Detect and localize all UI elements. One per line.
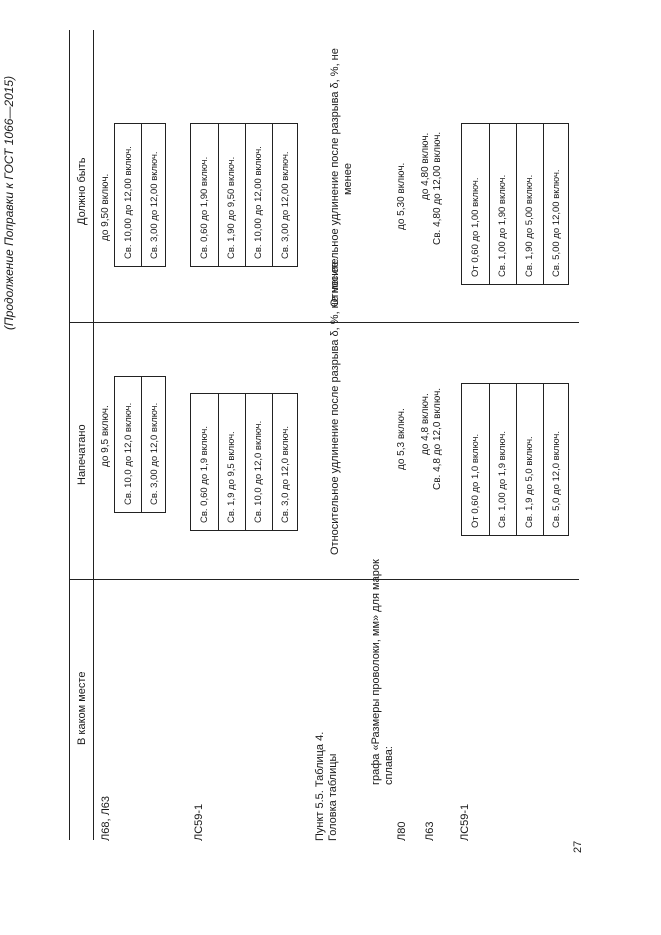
alloy-label-l68-l63: Л68, Л63 xyxy=(100,795,112,841)
should-box-3 xyxy=(461,123,569,285)
printed-upto-9-5: до 9,5 включ. xyxy=(100,405,111,467)
list-item: Св. 10,0 до 12,0 включ. xyxy=(253,420,264,523)
list-item: Св. 3,00 до 12,00 включ. xyxy=(280,151,291,259)
list-item: Св. 3,00 до 12,00 включ. xyxy=(148,151,160,259)
column-divider-1 xyxy=(69,579,579,580)
column-divider-2 xyxy=(69,322,579,323)
alloy-label-ls59-1-b: ЛС59-1 xyxy=(459,803,471,841)
list-item: Св. 3,0 до 12,0 включ. xyxy=(280,426,291,523)
list-item: Св. 0,60 до 1,9 включ. xyxy=(199,426,210,523)
clause-reference: Пункт 5.5. Таблица 4. xyxy=(314,731,326,841)
alloy-label-l80: Л80 xyxy=(396,821,408,841)
graph-caption: графа «Размеры проволоки, мм» для марок xyxy=(370,559,382,785)
list-item: Св. 10,00 до 12,00 включ. xyxy=(253,146,264,259)
list-item: Св. 0,60 до 1,90 включ. xyxy=(199,156,210,259)
should-box-1 xyxy=(114,123,166,267)
should-elongation-heading-1: Относительное удлинение после разрыва δ, %, не xyxy=(329,48,341,307)
should-upto-9-50: до 9,50 включ. xyxy=(100,173,111,241)
page-number: 27 xyxy=(572,840,584,853)
header-bottom-rule xyxy=(93,30,94,840)
alloy-label-ls59-1: ЛС59-1 xyxy=(193,803,205,841)
should-box-2 xyxy=(190,123,298,267)
table-top-rule xyxy=(69,30,70,840)
list-item: От 0,60 до 1,00 включ. xyxy=(470,177,481,277)
list-item: Св. 5,0 до 12,0 включ. xyxy=(551,431,562,528)
should-l63-1: до 4,80 включ. xyxy=(420,132,431,200)
column-header-should-be: Должно быть xyxy=(76,157,88,225)
list-item: Св. 1,90 до 5,00 включ. xyxy=(524,174,535,277)
printed-l63-2: Св. 4,8 до 12,0 включ. xyxy=(432,387,443,490)
list-item: Св. 1,9 до 9,5 включ. xyxy=(226,431,237,523)
list-item: Св. 1,9 до 5,0 включ. xyxy=(524,436,535,528)
list-item: Св. 10,0 до 12,0 включ. xyxy=(122,402,134,505)
running-header: (Продолжение Поправки к ГОСТ 1066—2015) xyxy=(2,75,16,330)
list-item: Св. 1,00 до 1,9 включ. xyxy=(497,431,508,528)
clause-reference-sub: Головка таблицы xyxy=(327,753,339,841)
printed-l80: до 5,3 включ. xyxy=(396,408,407,470)
printed-l63-1: до 4,8 включ. xyxy=(420,393,431,455)
list-item: От 0,60 до 1,0 включ. xyxy=(470,433,481,528)
list-item: Св. 1,00 до 1,90 включ. xyxy=(497,174,508,277)
printed-box-1 xyxy=(114,376,166,513)
alloy-label-l63: Л63 xyxy=(424,821,436,841)
printed-box-2 xyxy=(190,393,298,531)
should-elongation-heading-2: менее xyxy=(342,163,354,195)
printed-elongation-heading: Относительное удлинение после разрыва δ, %, не менее xyxy=(329,261,341,555)
list-item: Св. 5,00 до 12,00 включ. xyxy=(551,169,562,277)
graph-caption-2: сплава: xyxy=(383,746,395,785)
list-item: Св. 1,90 до 9,50 включ. xyxy=(226,156,237,259)
column-header-printed: Напечатано xyxy=(76,424,88,485)
column-header-where: В каком месте xyxy=(76,671,88,745)
should-l80: до 5,30 включ. xyxy=(396,162,407,230)
should-l63-2: Св. 4,80 до 12,00 включ. xyxy=(432,131,443,245)
list-item: Св. 3,00 до 12,0 включ. xyxy=(148,402,160,505)
printed-box-3 xyxy=(461,383,569,536)
list-item: Св. 10,00 до 12,00 включ. xyxy=(122,146,134,259)
